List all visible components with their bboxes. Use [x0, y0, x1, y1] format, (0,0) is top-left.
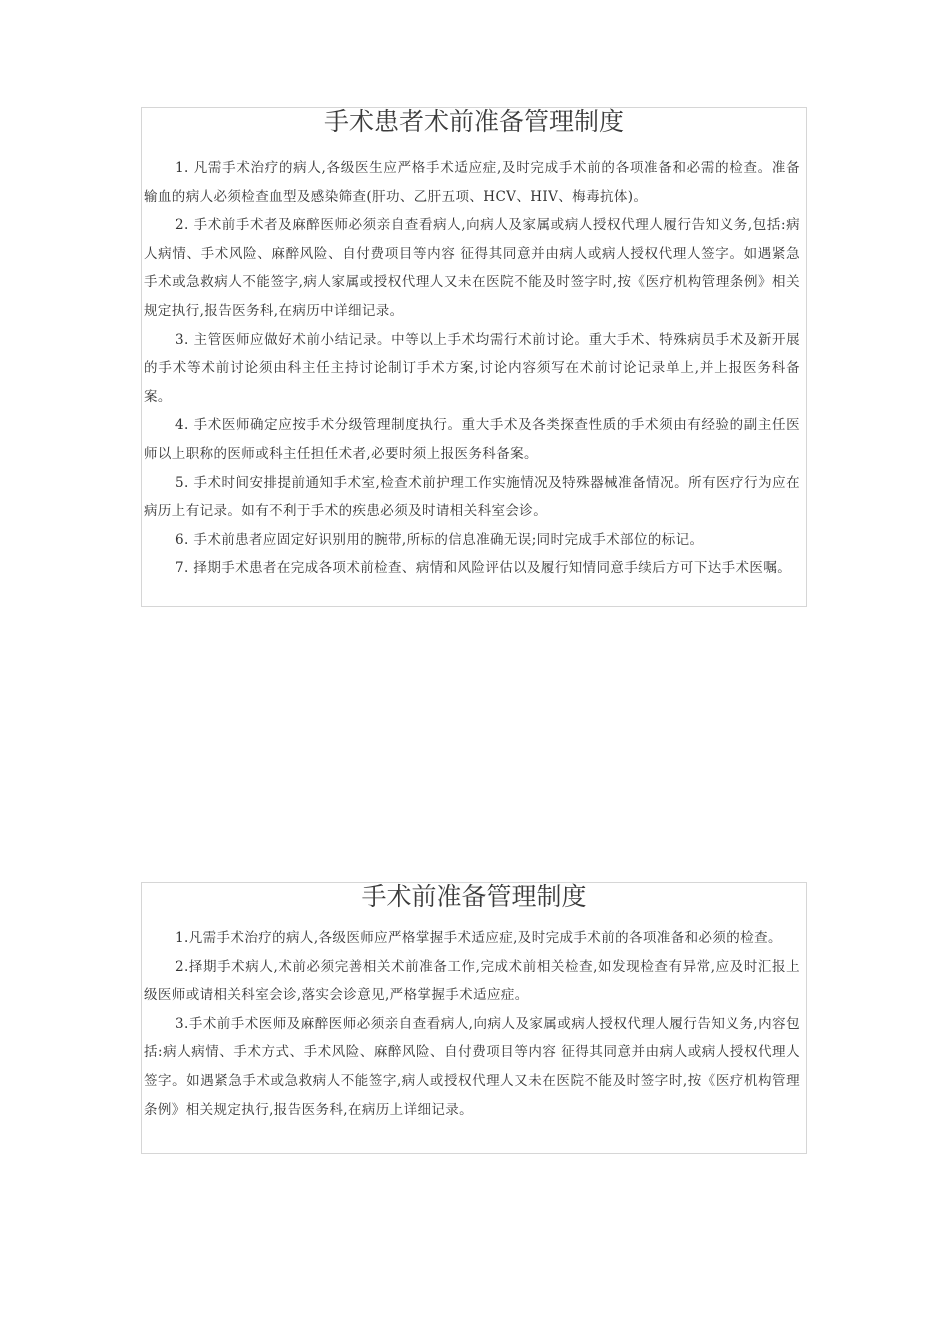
paragraph: 1. 凡需手术治疗的病人,各级医生应严格手术适应症,及时完成手术前的各项准备和必需的检查。准备输血的病人必须检查血型及感染筛查(肝功、乙肝五项、HCV、HIV、梅毒抗体)。	[144, 160, 800, 205]
section-1-body	[142, 154, 806, 583]
section-2-body	[142, 924, 806, 1124]
paragraph: 6. 手术前患者应固定好识别用的腕带,所标的信息准确无误;同时完成手术部位的标记。	[175, 531, 704, 548]
section-1-title: 手术患者术前准备管理制度	[323, 107, 624, 136]
paragraph: 7. 择期手术患者在完成各项术前检查、病情和风险评估以及履行知情同意手续后方可下达手术医嘱。	[175, 560, 792, 577]
section-2-title: 手术前准备管理制度	[361, 882, 587, 911]
paragraph: 3.手术前手术医师及麻醉医师必须亲自查看病人,向病人及家属或病人授权代理人履行告知义务,内容包括:病人病情、手术方式、手术风险、麻醉风险、自付费项目等内容 征得其同意并由病人或病人授权代理人签字。如遇紧急手术或急救病人不能签字,病人或授权代理人又未在医院不能及时签字时,按《医疗机构管理条例》相关规定执行,报告医务科,在病历上详细记录。	[144, 1015, 800, 1118]
document-section-2	[141, 882, 807, 1154]
paragraph: 5. 手术时间安排提前通知手术室,检查术前护理工作实施情况及特殊器械准备情况。所有医疗行为应在病历上有记录。如有不利于手术的疾患必须及时请相关科室会诊。	[144, 474, 800, 520]
paragraph: 2.择期手术病人,术前必须完善相关术前准备工作,完成术前相关检查,如发现检查有异常,应及时汇报上级医师或请相关科室会诊,落实会诊意见,严格掌握手术适应症。	[144, 958, 800, 1004]
document-section-1	[141, 107, 807, 607]
paragraph: 1.凡需手术治疗的病人,各级医师应严格掌握手术适应症,及时完成手术前的各项准备和必须的检查。	[175, 930, 782, 946]
paragraph: 4. 手术医师确定应按手术分级管理制度执行。重大手术及各类探查性质的手术须由有经验的副主任医师以上职称的医师或科主任担任术者,必要时须上报医务科备案。	[144, 417, 800, 462]
paragraph: 2. 手术前手术者及麻醉医师必须亲自查看病人,向病人及家属或病人授权代理人履行告知义务,包括:病人病情、手术风险、麻醉风险、自付费项目等内容 征得其同意并由病人或病人授权代理人签字。如遇紧急手术或急救病人不能签字,病人家属或授权代理人又未在医院不能及时签字时,按《医疗机构管理条例》相关规定执行,报告医务科,在病历中详细记录。	[144, 217, 800, 319]
paragraph: 3. 主管医师应做好术前小结记录。中等以上手术均需行术前讨论。重大手术、特殊病员手术及新开展的手术等术前讨论须由科主任主持讨论制订手术方案,讨论内容须写在术前讨论记录单上,并上报医务科备案。	[144, 331, 800, 405]
